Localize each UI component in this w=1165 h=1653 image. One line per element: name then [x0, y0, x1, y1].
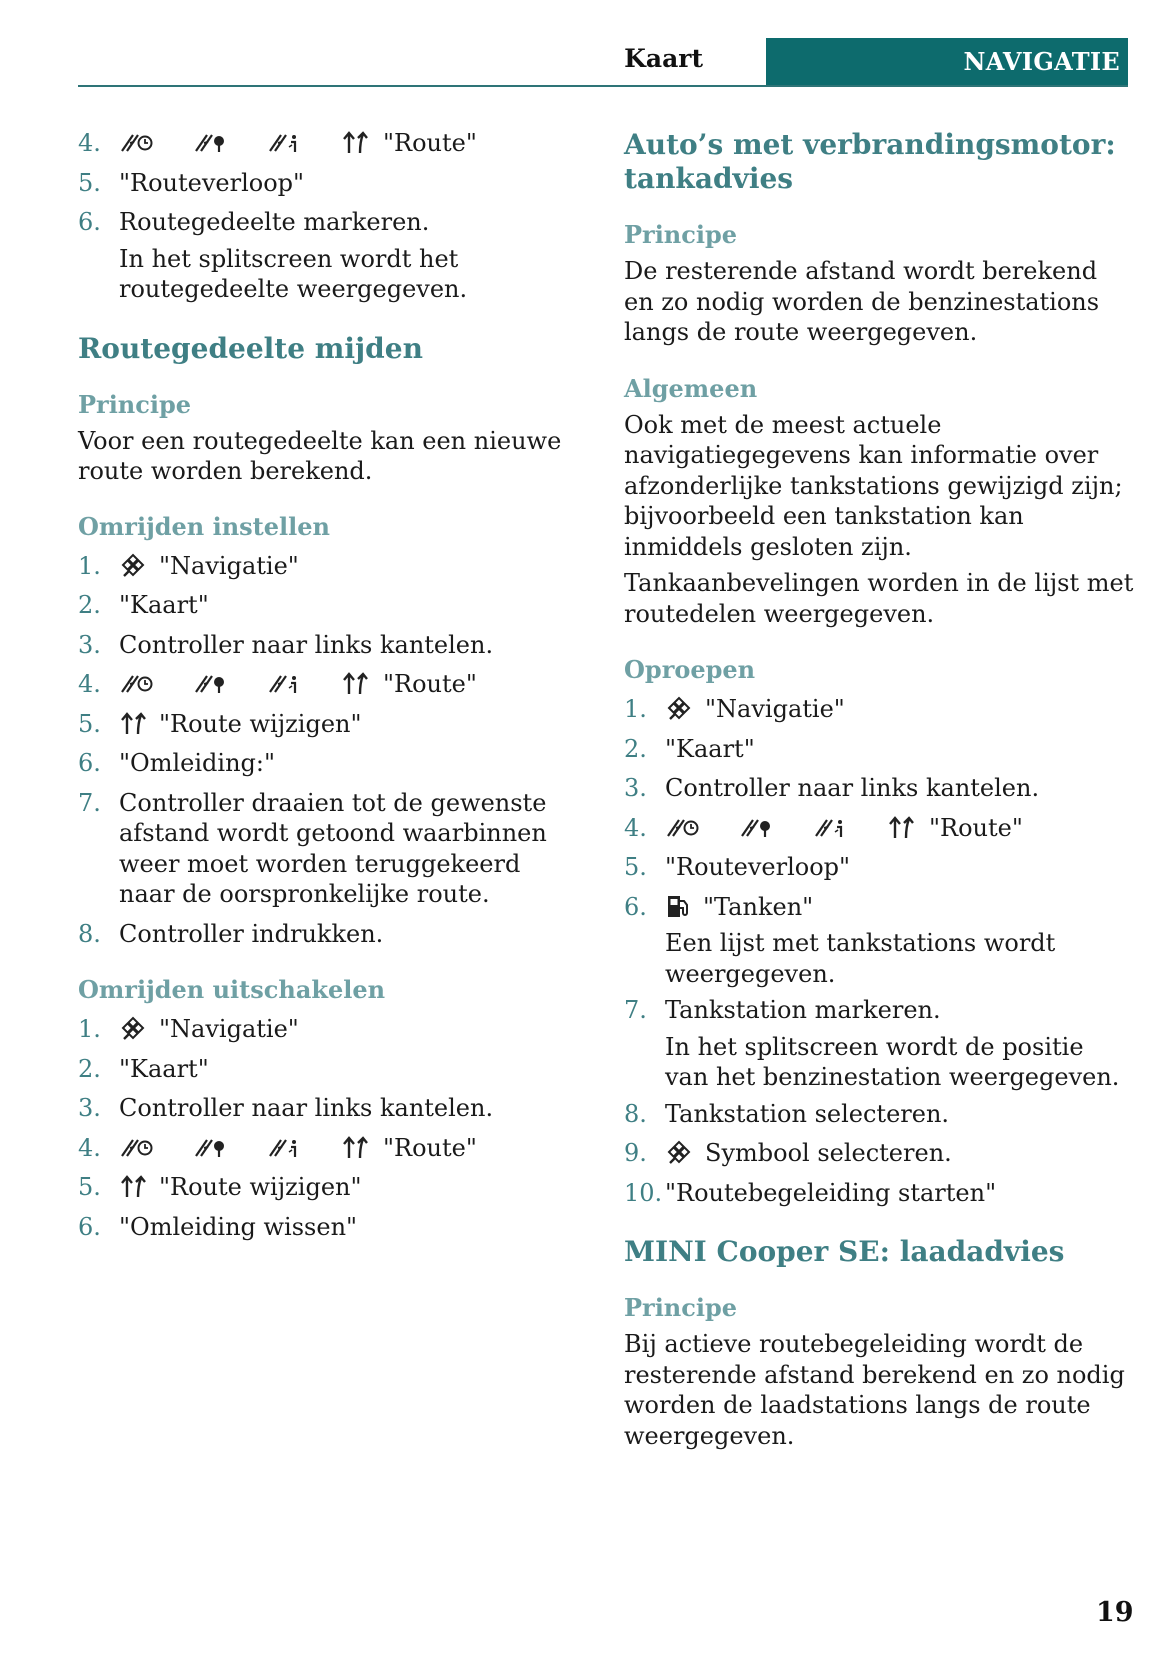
section-title: MINI Cooper SE: laadadvies — [624, 1235, 1065, 1268]
route-arrows-icon — [887, 814, 915, 840]
item-text: Routegedeelte markeren. — [119, 208, 430, 236]
subsection-title: Omrijden uitschakelen — [78, 975, 386, 1004]
item-number: 2. — [78, 1054, 101, 1083]
route-pin-icon — [193, 670, 227, 696]
list-item — [624, 1099, 1134, 1130]
subsection-title: Principe — [624, 1293, 738, 1322]
list-item — [78, 1093, 578, 1124]
item-text: Tankstation selecteren. — [665, 1099, 950, 1128]
item-text: "Route" — [383, 670, 477, 698]
list-item — [624, 773, 1134, 804]
route-clock-icon — [119, 129, 153, 155]
item-number: 4. — [78, 1133, 101, 1162]
section-title: Routegedeelte mijden — [78, 331, 423, 365]
item-number: 5. — [624, 853, 647, 881]
header-divider — [78, 85, 1128, 87]
list-item — [624, 852, 1134, 883]
paragraph: Bij actieve routebegeleiding wordt de resterende afstand berekend en zo nodig worden de laadstations langs de route weergegeven. — [624, 1330, 1125, 1450]
list-item — [624, 1138, 1134, 1169]
list-item — [624, 995, 1134, 1026]
item-text: "Tanken" — [703, 892, 814, 921]
item-number: 6. — [78, 208, 101, 236]
item-number: 6. — [78, 1212, 101, 1241]
header-chapter-badge: NAVIGATIE — [766, 38, 1128, 87]
route-arrows-icon — [119, 1173, 147, 1199]
paragraph: Ook met de meest actuele navigatiegegevens kan informatie over afzonderlijke tankstations gewijzigd zijn; bijvoorbeeld een tankstation kan inmiddels gesloten zijn. — [624, 410, 1123, 561]
list-item — [78, 1054, 578, 1085]
item-number: 7. — [624, 996, 647, 1024]
navigation-flag-icon — [665, 1139, 693, 1165]
list-item — [78, 551, 578, 582]
navigation-flag-icon — [665, 695, 693, 721]
item-number: 9. — [624, 1139, 647, 1167]
header-section-title: Kaart — [624, 44, 703, 73]
list-item — [624, 734, 1134, 765]
item-note: In het splitscreen wordt de positie van het benzinestation weergegeven. — [665, 1032, 1120, 1091]
list-item — [78, 919, 578, 950]
item-text: "Route wijzigen" — [159, 1173, 362, 1201]
item-number: 3. — [624, 774, 647, 802]
route-info-icon — [267, 129, 301, 155]
item-text: "Kaart" — [119, 1054, 209, 1083]
paragraph: De resterende afstand wordt berekend en zo nodig worden de benzinestations langs de route weergegeven. — [624, 257, 1100, 346]
item-number: 10. — [624, 1178, 663, 1207]
item-text: "Navigatie" — [159, 1015, 299, 1043]
item-text: "Kaart" — [119, 591, 209, 619]
page-number: 19 — [1096, 1597, 1134, 1628]
item-number: 1. — [78, 551, 101, 580]
item-number: 7. — [78, 788, 101, 817]
list-item — [78, 748, 578, 779]
route-arrows-icon — [341, 1134, 369, 1160]
item-text: "Routebegeleiding starten" — [665, 1178, 997, 1207]
item-text: "Route" — [929, 813, 1023, 842]
item-number: 4. — [78, 670, 101, 698]
item-text: "Kaart" — [665, 734, 755, 763]
list-item — [624, 694, 1134, 725]
item-number: 1. — [624, 695, 647, 723]
route-info-icon — [267, 670, 301, 696]
paragraph: Tankaanbevelingen worden in de lijst met routedelen weergegeven. — [624, 569, 1134, 628]
route-clock-icon — [119, 670, 153, 696]
item-text: "Route wijzigen" — [159, 709, 362, 738]
list-item — [78, 630, 578, 661]
item-number: 5. — [78, 709, 101, 738]
route-arrows-icon — [341, 129, 369, 155]
item-text: "Routeverloop" — [119, 168, 305, 197]
item-text: Tankstation markeren. — [665, 996, 941, 1024]
route-arrows-icon — [119, 710, 147, 736]
subsection-title: Omrijden instellen — [78, 511, 330, 541]
list-item — [78, 1172, 578, 1203]
route-clock-icon — [119, 1134, 153, 1160]
item-number: 1. — [78, 1015, 101, 1043]
item-text: "Navigatie" — [705, 695, 845, 723]
route-pin-icon — [193, 1134, 227, 1160]
item-number: 6. — [624, 892, 647, 921]
route-pin-icon — [193, 129, 227, 155]
right-column — [624, 128, 1134, 1451]
item-text: "Routeverloop" — [665, 853, 851, 881]
list-item — [78, 1212, 578, 1243]
item-text: "Navigatie" — [159, 551, 299, 580]
item-number: 2. — [624, 734, 647, 763]
item-text: Controller draaien tot de gewenste afstand wordt getoond waarbinnen weer moet worden teruggekeerd naar de oorspronkelijke route. — [119, 788, 547, 908]
item-note: Een lijst met tankstations wordt weergegeven. — [665, 929, 1056, 988]
route-arrows-icon — [341, 670, 369, 696]
item-text: Controller indrukken. — [119, 919, 384, 948]
item-text: Controller naar links kantelen. — [119, 630, 494, 659]
item-number: 8. — [78, 919, 101, 948]
section-title: Auto’s met verbrandingsmotor: tankadvies — [624, 128, 1116, 195]
list-item — [78, 788, 578, 910]
item-number: 5. — [78, 1173, 101, 1201]
list-item — [624, 892, 1134, 923]
item-text: Controller naar links kantelen. — [665, 774, 1040, 802]
item-number: 8. — [624, 1099, 647, 1128]
route-info-icon — [813, 814, 847, 840]
list-item — [624, 813, 1134, 844]
fuel-pump-icon — [665, 893, 691, 919]
navigation-flag-icon — [119, 552, 147, 578]
list-item — [78, 590, 578, 621]
route-clock-icon — [665, 814, 699, 840]
subsection-title: Principe — [624, 220, 738, 249]
item-number: 4. — [78, 129, 101, 157]
item-number: 3. — [78, 630, 101, 659]
list-item — [78, 128, 578, 159]
subsection-title: Oproepen — [624, 655, 756, 684]
left-column — [78, 128, 578, 1242]
item-text: "Route" — [383, 129, 477, 157]
route-pin-icon — [739, 814, 773, 840]
item-number: 3. — [78, 1094, 101, 1122]
item-number: 5. — [78, 168, 101, 197]
item-text: "Omleiding:" — [119, 749, 276, 777]
item-note: In het splitscreen wordt het routegedeelte weergegeven. — [119, 244, 468, 303]
item-number: 6. — [78, 749, 101, 777]
navigation-flag-icon — [119, 1015, 147, 1041]
list-item — [78, 168, 578, 199]
list-item — [78, 207, 578, 238]
list-item — [78, 1133, 578, 1164]
subsection-title: Algemeen — [624, 373, 758, 403]
list-item — [78, 669, 578, 700]
list-item — [78, 1014, 578, 1045]
item-text: Symbool selecteren. — [705, 1139, 952, 1167]
item-number: 2. — [78, 591, 101, 619]
item-number: 4. — [624, 813, 647, 842]
route-info-icon — [267, 1134, 301, 1160]
item-text: "Route" — [383, 1133, 477, 1162]
subsection-title: Principe — [78, 389, 192, 419]
paragraph: Voor een routegedeelte kan een nieuwe route worden berekend. — [78, 426, 562, 485]
list-item — [624, 1178, 1134, 1209]
list-item — [78, 709, 578, 740]
item-text: Controller naar links kantelen. — [119, 1094, 494, 1122]
item-text: "Omleiding wissen" — [119, 1212, 358, 1241]
